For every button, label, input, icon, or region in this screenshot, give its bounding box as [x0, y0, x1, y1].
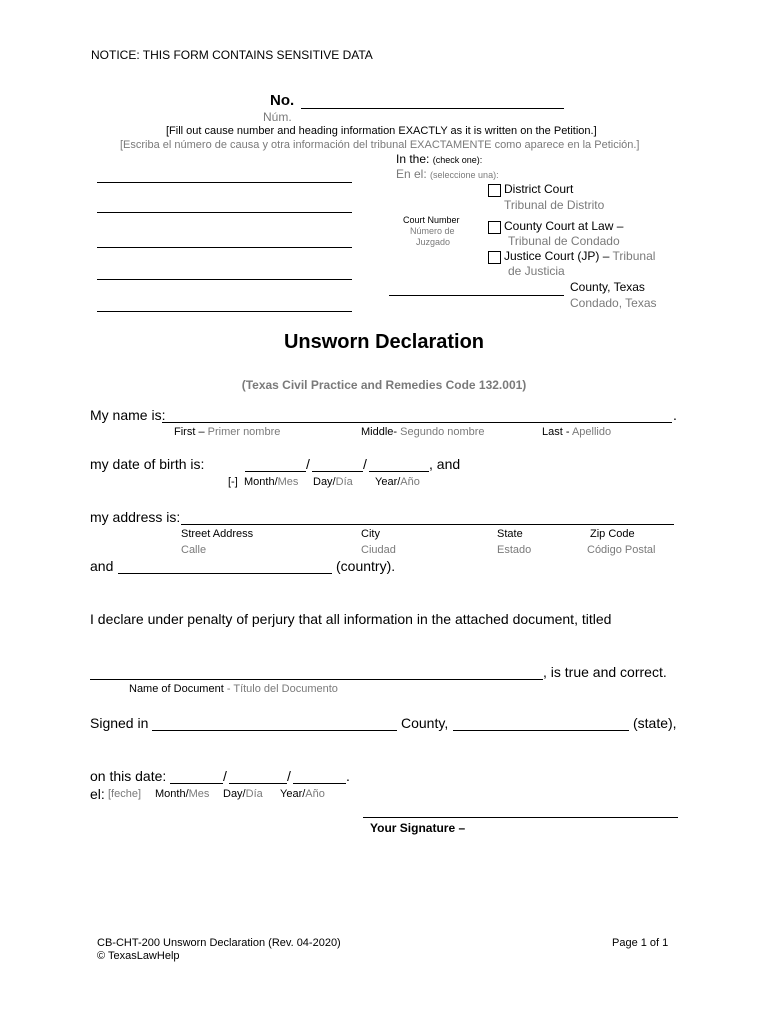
country-label: (country).	[336, 558, 396, 574]
heading-line-1[interactable]	[97, 182, 352, 183]
county-texas-label-es: Condado, Texas	[570, 296, 657, 310]
document-subtitle: (Texas Civil Practice and Remedies Code 132.001)	[241, 378, 527, 392]
zip-caption: Zip Code	[590, 528, 635, 540]
state-caption: State	[497, 528, 523, 540]
cause-no-label: No.	[270, 92, 295, 109]
address-input-line[interactable]	[181, 524, 674, 525]
dob-day-caption: Day/Día	[313, 476, 353, 488]
middle-name-caption: Middle- Segundo nombre	[361, 426, 485, 438]
declaration-text: I declare under penalty of perjury that all information in the attached document, titled	[90, 611, 612, 627]
signed-in-label: Signed in	[90, 715, 149, 731]
county-court-checkbox[interactable]	[488, 221, 501, 234]
first-name-caption: First – Primer nombre	[174, 426, 281, 438]
cause-instructions-es: [Escriba el número de causa y otra información del tribunal EXACTAMENTE como aparece en la Petición.]	[120, 139, 640, 151]
court-number-label: Court Number	[403, 215, 460, 225]
date-period: .	[346, 768, 350, 784]
dob-day-line[interactable]	[312, 471, 363, 472]
dob-label: my date of birth is:	[90, 456, 205, 472]
date-month-line[interactable]	[170, 783, 223, 784]
cause-number-line[interactable]	[301, 108, 564, 109]
signed-county-line[interactable]	[152, 730, 397, 731]
name-input-line[interactable]	[162, 422, 672, 423]
county-court-label: County Court at Law –	[504, 219, 624, 233]
date-label: on this date:	[90, 768, 167, 784]
signed-state-label: (state),	[633, 715, 677, 731]
signature-label: Your Signature –	[370, 821, 466, 835]
en-el-label: En el: (seleccione una):	[396, 167, 499, 181]
date-year-line[interactable]	[293, 783, 346, 784]
name-label: My name is:	[90, 407, 166, 423]
dob-year-caption: Year/Año	[375, 476, 420, 488]
country-and: and	[90, 558, 114, 574]
city-caption: City	[361, 528, 380, 540]
dob-month-caption: Month/Mes	[244, 476, 299, 488]
street-caption: Street Address	[181, 528, 254, 540]
document-name-caption: Name of Document - Título del Documento	[129, 683, 338, 695]
heading-line-3[interactable]	[97, 247, 352, 248]
heading-line-4[interactable]	[97, 279, 352, 280]
date-sep-2: /	[287, 768, 291, 784]
district-court-label: District Court	[504, 182, 574, 196]
signed-state-line[interactable]	[453, 730, 629, 731]
in-the-label: In the: (check one):	[396, 152, 483, 166]
document-name-line[interactable]	[90, 679, 543, 680]
street-caption-es: Calle	[181, 544, 207, 556]
country-input-line[interactable]	[118, 573, 332, 574]
county-texas-label: County, Texas	[570, 280, 645, 294]
city-caption-es: Ciudad	[361, 544, 396, 556]
signature-line[interactable]	[363, 817, 678, 818]
district-court-checkbox[interactable]	[488, 184, 501, 197]
court-number-label-es-2: Juzgado	[416, 237, 451, 247]
date-year-caption: Year/Año	[280, 788, 325, 800]
true-correct-text: , is true and correct.	[543, 664, 667, 680]
address-label: my address is:	[90, 509, 181, 525]
heading-line-2[interactable]	[97, 212, 352, 213]
footer-page-number: Page 1 of 1	[612, 937, 669, 949]
dob-sep-2: /	[363, 456, 367, 472]
dob-year-line[interactable]	[369, 471, 429, 472]
date-month-caption: Month/Mes	[155, 788, 210, 800]
dob-sep-1: /	[306, 456, 310, 472]
district-court-label-es: Tribunal de Distrito	[504, 198, 605, 212]
cause-instructions-en: [Fill out cause number and heading information EXACTLY as it is written on the Petition.]	[166, 125, 597, 137]
dob-bracket: [-]	[228, 476, 238, 488]
heading-line-5[interactable]	[97, 311, 352, 312]
cause-num-label-es: Núm.	[263, 110, 292, 124]
date-feche: [feche]	[108, 788, 142, 800]
court-number-label-es-1: Número de	[410, 226, 455, 236]
footer-copyright: © TexasLawHelp	[97, 950, 180, 962]
footer-form-id: CB-CHT-200 Unsworn Declaration (Rev. 04-2020)	[97, 937, 341, 949]
justice-court-label: Justice Court (JP) – Tribunal	[504, 249, 656, 263]
county-name-line[interactable]	[389, 295, 564, 296]
county-court-label-es: Tribunal de Condado	[508, 234, 620, 248]
zip-caption-es: Código Postal	[587, 544, 656, 556]
name-period: .	[673, 407, 677, 423]
signed-county-label: County,	[401, 715, 449, 731]
date-el-label: el:	[90, 786, 105, 802]
date-sep-1: /	[223, 768, 227, 784]
state-caption-es: Estado	[497, 544, 532, 556]
justice-court-checkbox[interactable]	[488, 251, 501, 264]
dob-and: , and	[429, 456, 461, 472]
date-day-caption: Day/Día	[223, 788, 263, 800]
date-day-line[interactable]	[229, 783, 287, 784]
document-title: Unsworn Declaration	[283, 331, 485, 353]
last-name-caption: Last - Apellido	[542, 426, 612, 438]
sensitive-notice: NOTICE: THIS FORM CONTAINS SENSITIVE DATA	[91, 48, 373, 62]
dob-month-line[interactable]	[245, 471, 306, 472]
justice-court-label-es: de Justicia	[508, 264, 565, 278]
